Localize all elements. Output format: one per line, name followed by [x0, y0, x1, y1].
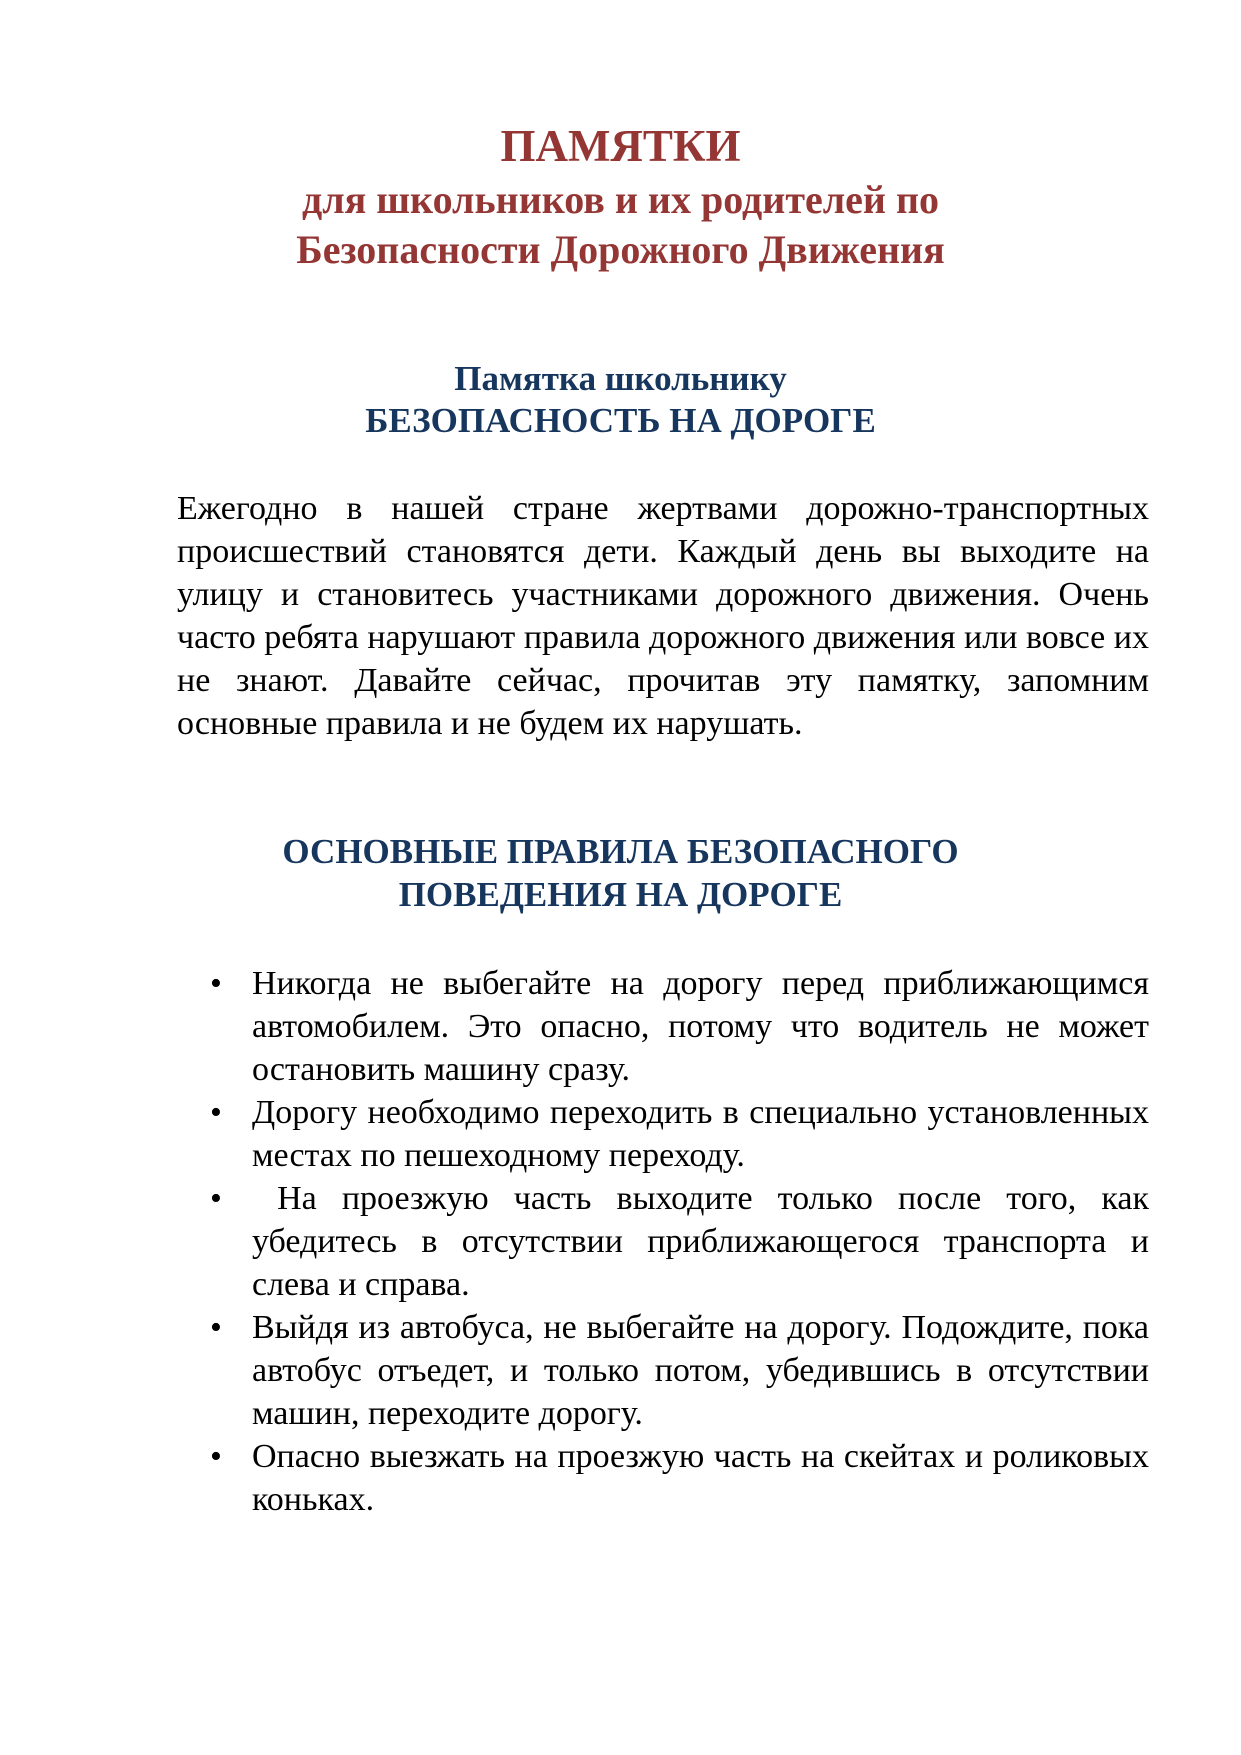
title-line-1: ПАМЯТКИ [500, 121, 741, 171]
title-line-3: Безопасности Дорожного Движения [296, 227, 945, 272]
bullet-marker: • [210, 1309, 222, 1346]
rules-heading-line-2: ПОВЕДЕНИЯ НА ДОРОГЕ [398, 875, 843, 914]
rules-heading-line-1: ОСНОВНЫЕ ПРАВИЛА БЕЗОПАСНОГО [282, 832, 959, 871]
list-item [210, 962, 1149, 1091]
intro-paragraph: Ежегодно в нашей стране жертвами дорожно-транспортных происшествий становятся дети. Каждый день вы выходите на улицу и становитесь участниками дорожного движения. Очень часто ребята нарушают правила дорожного движения или вовсе их не знают. Давайте сейчас, прочитав эту памятку, запомним основные правила и не будем их нарушать. [177, 490, 1149, 742]
rule-text: На проезжую часть выходите только после того, как убедитесь в отсутствии приближающегося транспорта и слева и справа. [252, 1180, 1158, 1303]
list-item [210, 1435, 1149, 1521]
rule-text: Опасно выезжать на проезжую часть на скейтах и роликовых коньках. [252, 1438, 1149, 1518]
list-item [210, 1177, 1158, 1306]
memo-subtitle-line-1: Памятка школьнику [454, 359, 787, 398]
list-item [210, 1306, 1149, 1435]
title-line-2: для школьников и их родителей по [301, 177, 940, 222]
list-item [210, 1091, 1149, 1177]
memo-subtitle-line-2: БЕЗОПАСНОСТЬ НА ДОРОГЕ [365, 401, 876, 440]
bullet-marker: • [210, 1094, 222, 1131]
bullet-marker: • [210, 965, 222, 1002]
rule-text: Никогда не выбегайте на дорогу перед приближающимся автомобилем. Это опасно, потому что водитель не может остановить машину сразу. [252, 965, 1149, 1088]
bullet-marker: • [210, 1438, 222, 1475]
bullet-marker: • [210, 1180, 222, 1217]
rules-list [210, 962, 1158, 1521]
rule-text: Дорогу необходимо переходить в специально установленных местах по пешеходному переходу. [252, 1094, 1149, 1174]
rule-text: Выйдя из автобуса, не выбегайте на дорогу. Подождите, пока автобус отъедет, и только потом, убедившись в отсутствии машин, переходите дорогу. [252, 1309, 1149, 1432]
